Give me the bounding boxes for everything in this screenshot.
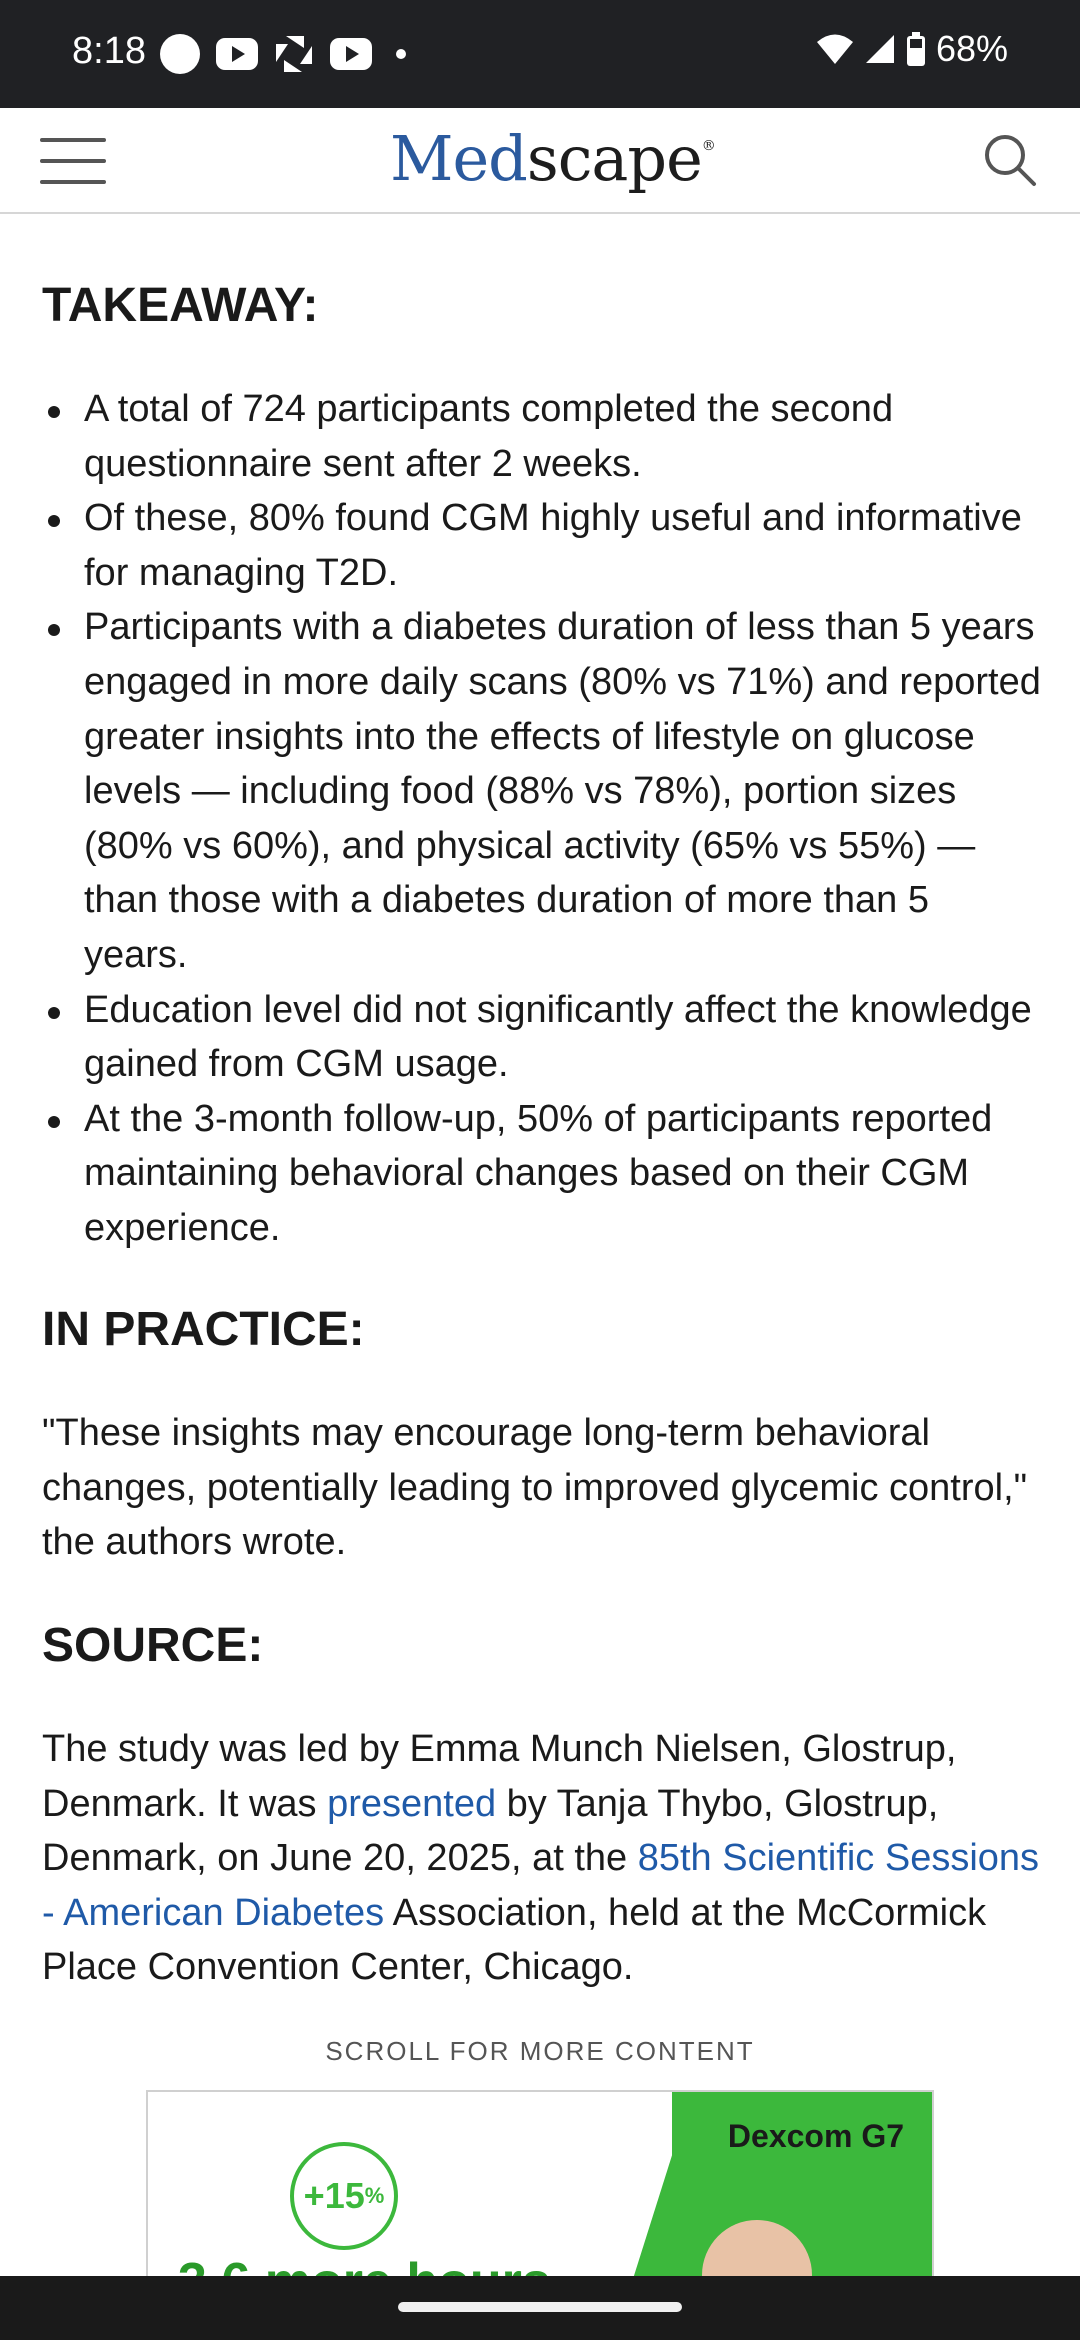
list-item: Participants with a diabetes duration of less than 5 years engaged in more daily scans (80% vs 71%) and reported greater insights into the effects of lifestyle on glucose levels — including food (88% vs 78%), portion sizes (80% vs 60%), and physical activity (65% vs 55%) — than those with a diabetes duration of more than 5 years. [42,600,1042,982]
youtube-tv-icon [330,38,372,70]
medscape-logo[interactable] [390,122,715,195]
notification-icons [160,34,406,74]
more-notifications-dot-icon [396,49,406,59]
menu-bar-line [40,138,106,142]
status-time: 8:18 [72,30,146,72]
presented-link[interactable]: presented [327,1782,497,1825]
source-text-1: The study was led by Emma Munch Nielsen, Glostrup, Denmark. It was [42,1728,957,1825]
in-practice-heading: IN PRACTICE: [42,1303,365,1356]
source-text-3: Association, held at the McCormick Place Convention Center, Chicago. [42,1891,987,1989]
battery-percentage: 68% [935,28,1008,69]
menu-bar-line [40,159,106,163]
system-navigation-bar [0,2276,1080,2340]
search-button[interactable] [980,130,1040,190]
ad-badge-unit: % [364,2183,385,2208]
notification-circle-icon [160,34,200,74]
cell-signal-icon [864,33,896,65]
logo-scape: scape [526,122,702,195]
source-paragraph [42,1722,1052,1995]
chase-icon [274,34,314,74]
youtube-icon [216,38,258,70]
status-bar [0,0,1080,108]
ad-brand-logo: Dexcom G7 [727,2118,904,2154]
scientific-sessions-link[interactable]: 85th Scientific Sessions - American Diabetes [42,1837,1040,1934]
wifi-icon [816,33,854,65]
app-header [0,108,1080,214]
in-practice-paragraph: "These insights may encourage long-term behavioral changes, potentially leading to improved glycemic control," the authors wrote. [42,1412,1028,1564]
source-heading: SOURCE: [42,1619,264,1672]
menu-bar-line [40,180,106,184]
list-item: A total of 724 participants completed the second questionnaire sent after 2 weeks. [42,382,1042,491]
ad-badge-value: +15 [303,2175,365,2216]
home-gesture-handle[interactable] [398,2302,682,2312]
takeaway-heading: TAKEAWAY: [42,279,319,332]
logo-registered-mark: ® [701,138,715,154]
list-item: At the 3-month follow-up, 50% of participants reported maintaining behavioral changes based on their CGM experience. [42,1092,1042,1256]
logo-med: Med [390,122,527,195]
list-item: Education level did not significantly affect the knowledge gained from CGM usage. [42,983,1042,1092]
advertisement-banner[interactable] [146,2090,934,2280]
battery-icon [906,32,926,66]
scroll-for-more-label: SCROLL FOR MORE CONTENT [325,2036,755,2066]
takeaway-list [42,382,1042,1256]
list-item: Of these, 80% found CGM highly useful and informative for managing T2D. [42,491,1042,600]
search-icon [980,130,1040,190]
source-text-2: by Tanja Thybo, Glostrup, Denmark, on June 20, 2025, at the [42,1782,939,1880]
menu-button[interactable] [40,138,106,184]
system-icons [816,28,1008,70]
ad-percent-badge [290,2142,398,2250]
